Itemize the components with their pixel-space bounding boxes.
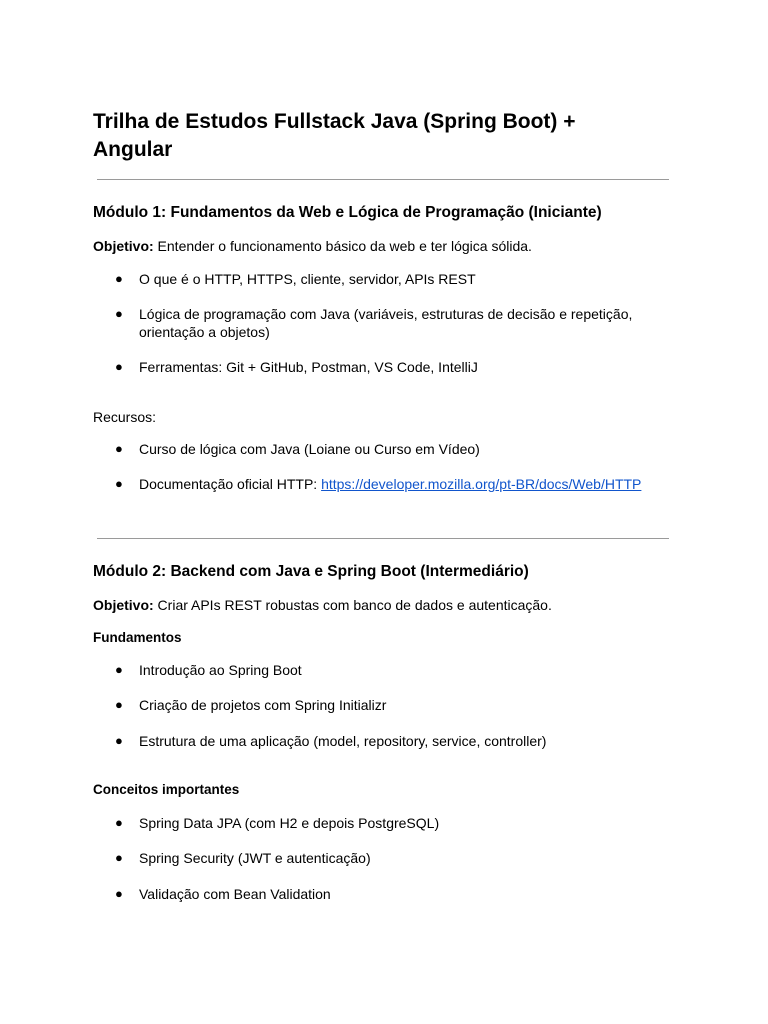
bullet-icon: ● (115, 886, 123, 901)
bullet-icon: ● (115, 662, 123, 677)
list-item-text: Ferramentas: Git + GitHub, Postman, VS Code, IntelliJ (139, 359, 478, 375)
resources-label: Recursos: (93, 409, 157, 425)
horizontal-rule (97, 538, 669, 539)
module1-objective (93, 237, 532, 255)
objective-text: Entender o funcionamento básico da web e ter lógica sólida. (153, 238, 532, 254)
objective-text: Criar APIs REST robustas com banco de dados e autenticação. (153, 597, 552, 613)
module1-heading: Módulo 1: Fundamentos da Web e Lógica de Programação (Iniciante) (93, 204, 602, 221)
list-item-text: Curso de lógica com Java (Loiane ou Curso em Vídeo) (139, 441, 480, 457)
bullet-icon: ● (115, 850, 123, 865)
bullet-icon: ● (115, 733, 123, 748)
list-item-text (139, 475, 659, 493)
bullet-icon: ● (115, 476, 123, 491)
objective-label: Objetivo: (93, 597, 154, 613)
module2-objective (93, 596, 552, 614)
fundamentos-label: Fundamentos (93, 630, 182, 645)
module2-heading: Módulo 2: Backend com Java e Spring Boot (Intermediário) (93, 563, 529, 580)
doc-prefix: Documentação oficial HTTP: (139, 476, 322, 492)
list-item-text: Lógica de programação com Java (variáveis, estruturas de decisão e repetição, orientação a objetos) (139, 306, 633, 340)
bullet-icon: ● (115, 441, 123, 456)
document-title: Trilha de Estudos Fullstack Java (Spring Boot) + Angular (93, 110, 576, 161)
list-item-text: Criação de projetos com Spring Initializr (139, 697, 387, 713)
bullet-icon: ● (115, 359, 123, 374)
objective-label: Objetivo: (93, 238, 154, 254)
bullet-icon: ● (115, 271, 123, 286)
list-item-text: Spring Data JPA (com H2 e depois PostgreSQL) (139, 815, 440, 831)
list-item-text: Introdução ao Spring Boot (139, 662, 302, 678)
mdn-http-link[interactable]: https://developer.mozilla.org/pt-BR/docs/Web/HTTP (321, 476, 642, 492)
list-item-text: Estrutura de uma aplicação (model, repository, service, controller) (139, 733, 547, 749)
conceitos-label: Conceitos importantes (93, 782, 240, 797)
list-item-text: Spring Security (JWT e autenticação) (139, 850, 371, 866)
list-item-text: O que é o HTTP, HTTPS, cliente, servidor, APIs REST (139, 271, 476, 287)
bullet-icon: ● (115, 815, 123, 830)
bullet-icon: ● (115, 306, 123, 321)
list-item-text: Validação com Bean Validation (139, 886, 331, 902)
horizontal-rule (97, 179, 669, 180)
bullet-icon: ● (115, 697, 123, 712)
